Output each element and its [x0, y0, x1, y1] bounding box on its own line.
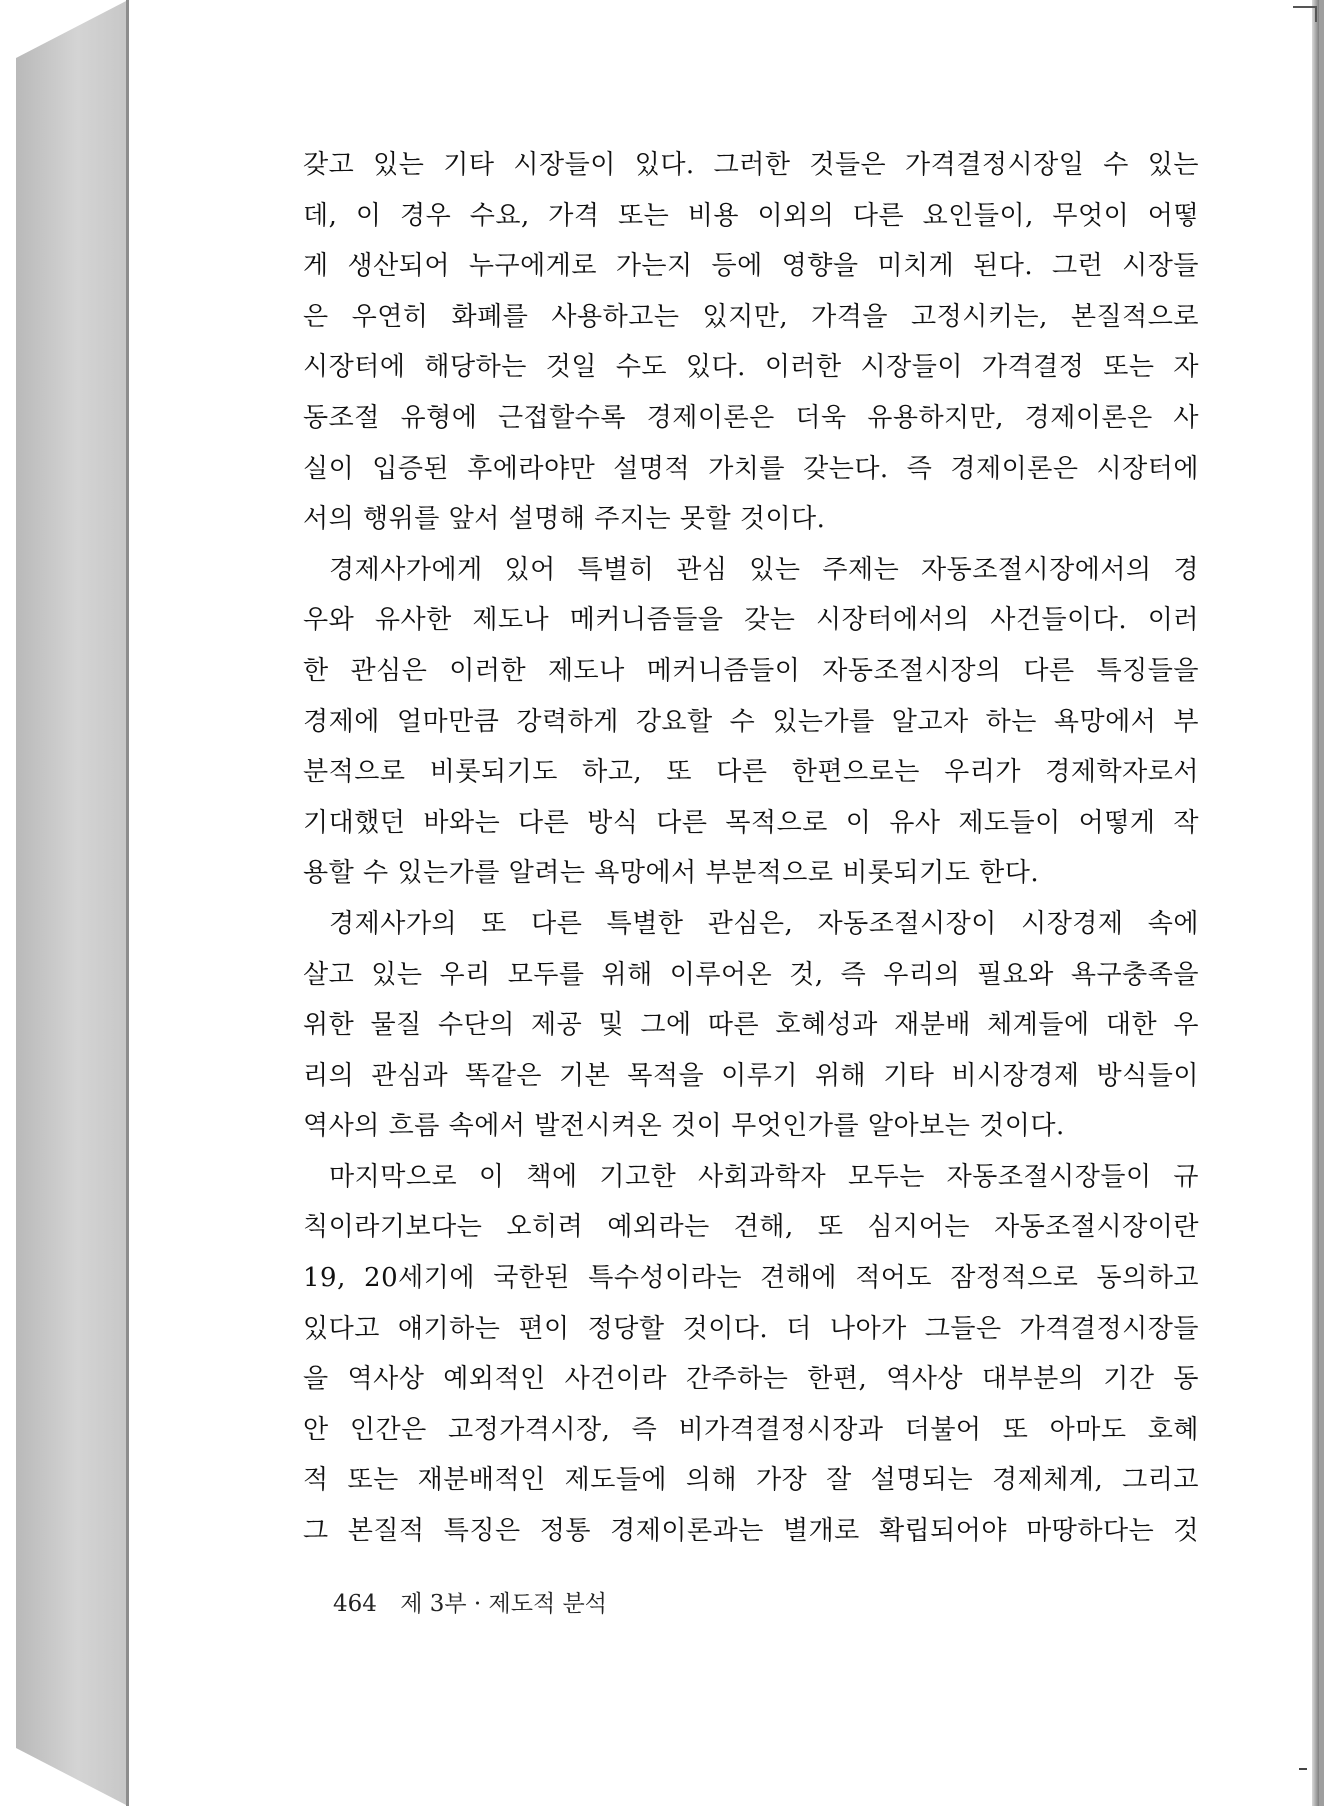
page-number: 464 [333, 1591, 377, 1617]
text-line: 을 역사상 예외적인 사건이라 간주하는 한편, 역사상 대부분의 기간 동 [303, 1364, 1199, 1395]
text-line: 칙이라기보다는 오히려 예외라는 견해, 또 심지어는 자동조절시장이란 [303, 1212, 1199, 1243]
text-line: 시장터에 해당하는 것일 수도 있다. 이러한 시장들이 가격결정 또는 자 [303, 352, 1199, 383]
page-corner-mark [1293, 6, 1317, 22]
text-line: 갖고 있는 기타 시장들이 있다. 그러한 것들은 가격결정시장일 수 있는 [303, 150, 1199, 180]
page-footer [333, 1585, 607, 1618]
text-line: 분적으로 비롯되기도 하고, 또 다른 한편으로는 우리가 경제학자로서 [303, 757, 1199, 788]
text-line: 게 생산되어 누구에게로 가는지 등에 영향을 미치게 된다. 그런 시장들 [303, 251, 1199, 282]
text-line: 실이 입증된 후에라야만 설명적 가치를 갖는다. 즉 경제이론은 시장터에 [303, 453, 1199, 484]
section-title: 제 3부 · 제도적 분석 [400, 1591, 607, 1617]
text-line: 경제에 얼마만큼 강력하게 강요할 수 있는가를 알고자 하는 욕망에서 부 [303, 706, 1199, 737]
book-spine-side [16, 0, 128, 1806]
text-line: 서의 행위를 앞서 설명해 주지는 못할 것이다. [303, 504, 826, 535]
text-line: 있다고 얘기하는 편이 정당할 것이다. 더 나아가 그들은 가격결정시장들 [303, 1313, 1199, 1344]
text-line: 한 관심은 이러한 제도나 메커니즘들이 자동조절시장의 다른 특징들을 [303, 655, 1199, 686]
text-line: 적 또는 재분배적인 제도들에 의해 가장 잘 설명되는 경제체계, 그리고 [303, 1465, 1199, 1496]
body-text [303, 140, 1199, 1557]
text-line: 경제사가에게 있어 특별히 관심 있는 주제는 자동조절시장에서의 경 [329, 554, 1199, 585]
text-line: 용할 수 있는가를 알려는 욕망에서 부분적으로 비롯되기도 한다. [303, 858, 1040, 889]
text-line: 우와 유사한 제도나 메커니즘들을 갖는 시장터에서의 사건들이다. 이러 [303, 605, 1199, 636]
text-line: 은 우연히 화폐를 사용하고는 있지만, 가격을 고정시키는, 본질적으로 [303, 301, 1199, 332]
paragraph [303, 1152, 1199, 1557]
text-line: 리의 관심과 똑같은 기본 목적을 이루기 위해 기타 비시장경제 방식들이 [303, 1060, 1199, 1091]
page-bottom-mark [1299, 1768, 1307, 1770]
text-line: 살고 있는 우리 모두를 위해 이루어온 것, 즉 우리의 필요와 욕구충족을 [303, 959, 1199, 990]
text-line: 위한 물질 수단의 제공 및 그에 따른 호혜성과 재분배 체계들에 대한 우 [303, 1010, 1199, 1041]
text-line: 19, 20세기에 국한된 특수성이라는 견해에 적어도 잠정적으로 동의하고 [303, 1263, 1199, 1294]
paragraph [303, 899, 1199, 1152]
text-line: 그 본질적 특징은 정통 경제이론과는 별개로 확립되어야 마땅하다는 것 [303, 1516, 1199, 1547]
text-line: 역사의 흐름 속에서 발전시켜온 것이 무엇인가를 알아보는 것이다. [303, 1111, 1065, 1142]
text-line: 마지막으로 이 책에 기고한 사회과학자 모두는 자동조절시장들이 규 [329, 1161, 1199, 1192]
text-line: 경제사가의 또 다른 특별한 관심은, 자동조절시장이 시장경제 속에 [329, 908, 1199, 939]
paragraph [303, 140, 1199, 545]
page-edge-shadow [1312, 0, 1319, 1806]
text-line: 기대했던 바와는 다른 방식 다른 목적으로 이 유사 제도들이 어떻게 작 [303, 807, 1199, 838]
paragraph [303, 545, 1199, 899]
text-line: 안 인간은 고정가격시장, 즉 비가격결정시장과 더불어 또 아마도 호혜 [303, 1414, 1199, 1445]
text-line: 동조절 유형에 근접할수록 경제이론은 더욱 유용하지만, 경제이론은 사 [303, 402, 1199, 433]
text-line: 데, 이 경우 수요, 가격 또는 비용 이외의 다른 요인들이, 무엇이 어떻 [303, 200, 1199, 231]
